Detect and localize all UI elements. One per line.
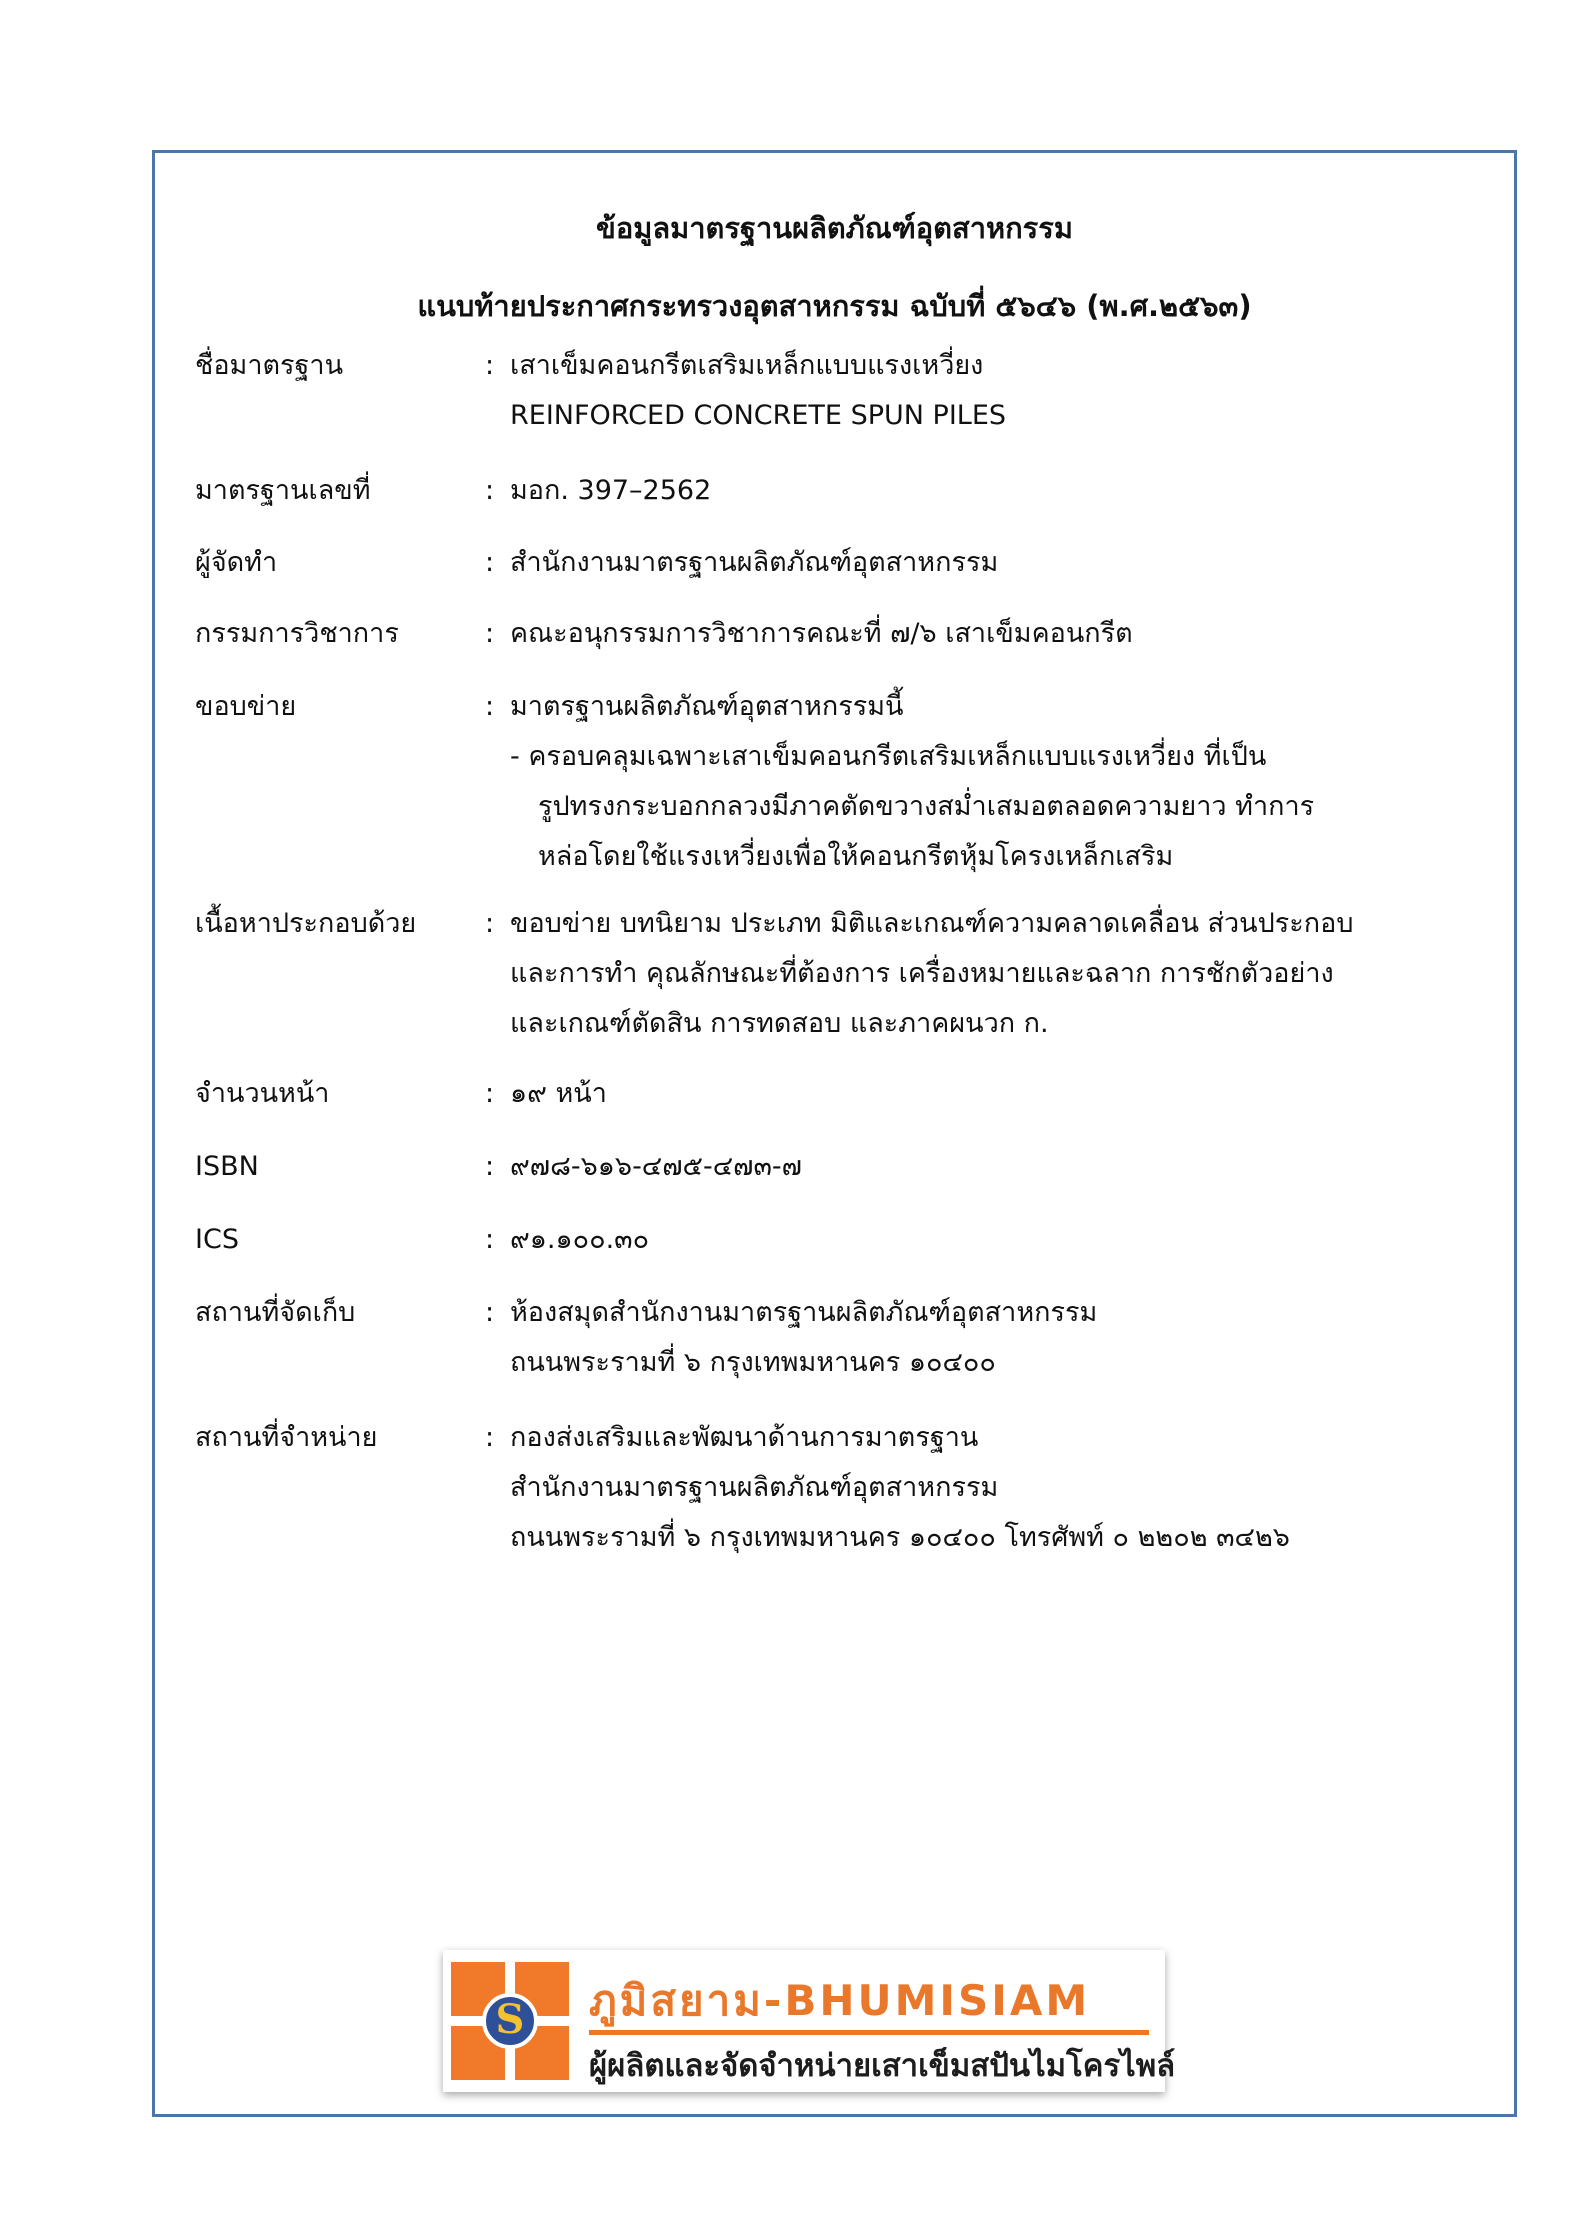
field-label: ISBN — [195, 1151, 259, 1182]
value-line: เสาเข็มคอนกรีตเสริมเหล็กแบบแรงเหวี่ยง — [510, 350, 984, 381]
value-line: ๙๑.๑๐๐.๓๐ — [510, 1224, 650, 1255]
value-line: ๑๙ หน้า — [510, 1078, 607, 1109]
document-title: ข้อมูลมาตรฐานผลิตภัณฑ์อุตสาหกรรม — [596, 211, 1073, 245]
field-colon: : — [485, 1297, 495, 1328]
field-label: ขอบข่าย — [195, 691, 297, 722]
document-frame — [152, 150, 1517, 2117]
value-line: - ครอบคลุมเฉพาะเสาเข็มคอนกรีตเสริมเหล็กแบบแรงเหวี่ยง ที่เป็น — [510, 741, 1267, 772]
field-label: สถานที่จัดเก็บ — [195, 1297, 356, 1328]
field-value — [510, 538, 1470, 588]
field-colon: : — [485, 691, 495, 722]
value-line: มาตรฐานผลิตภัณฑ์อุตสาหกรรมนี้ — [510, 691, 904, 722]
field-colon: : — [485, 547, 495, 578]
field-value — [510, 899, 1470, 1049]
field-value — [510, 1215, 1470, 1265]
value-line: ขอบข่าย บทนิยาม ประเภท มิติและเกณฑ์ความคลาดเคลื่อน ส่วนประกอบ — [510, 908, 1354, 939]
field-value — [510, 466, 1470, 516]
field-colon: : — [485, 1151, 495, 1182]
field-label: จำนวนหน้า — [195, 1078, 330, 1109]
field-label: ICS — [195, 1224, 239, 1255]
value-line: ห้องสมุดสำนักงานมาตรฐานผลิตภัณฑ์อุตสาหกรรม — [510, 1297, 1098, 1328]
field-value — [510, 341, 1470, 441]
field-value — [510, 1142, 1470, 1192]
value-line: และการทำ คุณลักษณะที่ต้องการ เครื่องหมายและฉลาก การชักตัวอย่าง — [510, 958, 1334, 989]
value-line: และเกณฑ์ตัดสิน การทดสอบ และภาคผนวก ก. — [510, 1008, 1049, 1039]
field-label: ชื่อมาตรฐาน — [195, 350, 344, 381]
value-line: ๙๗๘-๖๑๖-๔๗๕-๔๗๓-๗ — [510, 1151, 802, 1182]
field-value — [510, 609, 1470, 659]
document-subtitle: แนบท้ายประกาศกระทรวงอุตสาหกรรม ฉบับที่ ๕๖๔๖ (พ.ศ.๒๕๖๓) — [417, 289, 1252, 323]
field-colon: : — [485, 475, 495, 506]
field-label: เนื้อหาประกอบด้วย — [195, 908, 417, 939]
value-line: ถนนพระรามที่ ๖ กรุงเทพมหานคร ๑๐๔๐๐ โทรศัพท์ ๐ ๒๒๐๒ ๓๔๒๖ — [510, 1522, 1290, 1553]
field-colon: : — [485, 618, 495, 649]
field-value — [510, 682, 1470, 882]
bhumisiam-logo-banner — [443, 1950, 1176, 2092]
value-line: ถนนพระรามที่ ๖ กรุงเทพมหานคร ๑๐๔๐๐ — [510, 1347, 996, 1378]
field-label: กรรมการวิชาการ — [195, 618, 399, 649]
value-line: REINFORCED CONCRETE SPUN PILES — [510, 400, 1007, 431]
field-colon: : — [485, 350, 495, 381]
value-line: คณะอนุกรรมการวิชาการคณะที่ ๗/๖ เสาเข็มคอนกรีต — [510, 618, 1133, 649]
field-label: สถานที่จำหน่าย — [195, 1422, 378, 1453]
value-line: มอก. 397–2562 — [510, 475, 712, 506]
field-colon: : — [485, 1078, 495, 1109]
field-colon: : — [485, 908, 495, 939]
logo-divider — [589, 2030, 1149, 2035]
field-value — [510, 1288, 1470, 1388]
field-value — [510, 1069, 1470, 1119]
logo-name: ภูมิสยาม-BHUMISIAM — [589, 1976, 1091, 2025]
value-line: หล่อโดยใช้แรงเหวี่ยงเพื่อให้คอนกรีตหุ้มโครงเหล็กเสริม — [538, 841, 1174, 872]
value-line: กองส่งเสริมและพัฒนาด้านการมาตรฐาน — [510, 1422, 979, 1453]
field-colon: : — [485, 1422, 495, 1453]
field-label: ผู้จัดทำ — [195, 547, 278, 578]
value-line: สำนักงานมาตรฐานผลิตภัณฑ์อุตสาหกรรม — [510, 547, 999, 578]
bhumisiam-emblem-icon: S — [451, 1962, 569, 2080]
value-line: รูปทรงกระบอกกลวงมีภาคตัดขวางสม่ำเสมอตลอดความยาว ทำการ — [538, 791, 1315, 822]
field-colon: : — [485, 1224, 495, 1255]
logo-tagline: ผู้ผลิตและจัดจำหน่ายเสาเข็มสปันไมโครไพล์ — [589, 2048, 1176, 2084]
field-label: มาตรฐานเลขที่ — [195, 475, 371, 506]
field-value — [510, 1413, 1470, 1563]
value-line: สำนักงานมาตรฐานผลิตภัณฑ์อุตสาหกรรม — [510, 1472, 999, 1503]
